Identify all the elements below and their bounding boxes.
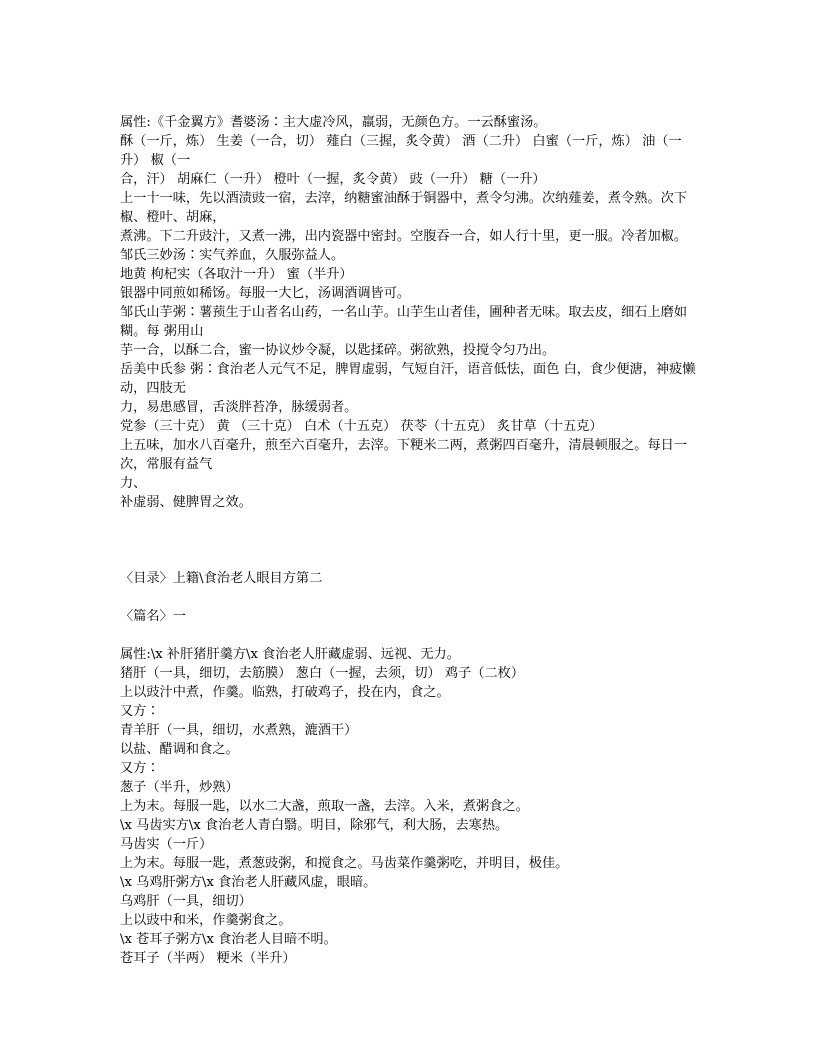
text-line: 又方∶ [120,704,160,719]
text-line: 青羊肝（一具，细切，水煮熟，漉酒干） [120,723,358,738]
heading-spacer [120,626,706,645]
text-line: 上五味，加水八百毫升，煎至六百毫升，去滓。下粳米二两，煮粥四百毫升，清晨顿服之。每日一次，常服有益气 [120,438,688,472]
text-line: 属性:\x 补肝猪肝羹方\x 食治老人肝藏虚弱、远视、无力。 [120,647,460,662]
text-line: 上以豉中和米，作羹粥食之。 [120,913,292,928]
heading-spacer [120,588,706,607]
section-spacer [120,550,706,569]
section-eye-recipes [120,645,706,968]
text-line: 上为末。每服一匙，以水二大盏，煎取一盏，去滓。入米，煮粥食之。 [120,799,529,814]
toc-heading: 〈目录〉上籍\食治老人眼目方第二 [120,571,323,586]
text-line: 邹氏山芋粥∶薯蓣生于山者名山药，一名山芋。山芋生山者佳，圃种者无味。取去皮，细石上磨如糊。每 粥用山 [120,305,688,339]
text-line: 乌鸡肝（一具，细切） [120,894,252,909]
text-line: 又方∶ [120,761,160,776]
text-line: 马齿实（一斤） [120,837,213,852]
text-line: 邹氏三妙汤∶实气养血，久服弥益人。 [120,248,345,263]
text-line: \x 苍耳子粥方\x 食治老人目暗不明。 [120,932,337,947]
text-line: 葱子（半升，炒熟） [120,780,239,795]
text-line: 银器中同煎如稀饧。每服一大匕，汤调酒调皆可。 [120,286,411,301]
text-line: 猪肝（一具，细切，去筋膜） 葱白（一握，去须，切） 鸡子（二枚） [120,666,525,681]
document-page [120,113,706,968]
text-line: 上一十一味，先以酒渍豉一宿，去滓，纳糖蜜油酥于铜器中，煮令匀沸。次纳薤姜，煮令熟。次下椒、橙叶、胡麻， [120,191,688,225]
text-line: 岳美中氏参 粥∶食治老人元气不足，脾胃虚弱，气短自汗，语音低怯，面色 白，食少便溏，神疲懒动，四肢无 [120,362,696,396]
text-line: \x 乌鸡肝粥方\x 食治老人肝藏风虚，眼暗。 [120,875,377,890]
text-line: 上为末。每服一匙，煮葱豉粥，和搅食之。马齿菜作羹粥吃，并明目，极佳。 [120,856,569,871]
text-line: 补虚弱、健脾胃之效。 [120,495,252,510]
text-line: 芋一合，以酥二合，蜜一协议炒令凝，以匙揉碎。粥欲熟，投搅令匀乃出。 [120,343,556,358]
text-line: 以盐、醋调和食之。 [120,742,239,757]
text-line: 力，易患感冒，舌淡胖苔净，脉缓弱者。 [120,400,358,415]
text-line: 合，汗） 胡麻仁（一升） 橙叶（一握，炙令黄） 豉（一升） 糖（一升） [120,172,546,187]
section-qianjin-recipes [120,113,706,512]
text-line: 党参（三十克） 黄 （三十克） 白术（十五克） 茯苓（十五克） 炙甘草（十五克） [120,419,603,434]
text-line: 煮沸。下二升豉汁，又煮一沸，出内瓷器中密封。空腹吞一合，如人行十里，更一服。冷者加椒。 [120,229,688,244]
text-line: \x 马齿实方\x 食治老人青白翳。明目，除邪气，利大肠，去寒热。 [120,818,509,833]
text-line: 属性:《千金翼方》耆婆汤∶主大虚冷风，羸弱，无颜色方。一云酥蜜汤。 [120,115,547,130]
text-line: 上以豉汁中煮，作羹。临熟，打破鸡子，投在内，食之。 [120,685,450,700]
section-spacer [120,512,706,550]
text-line: 力、 [120,476,147,491]
chapter-name-heading: 〈篇名〉一 [120,609,186,624]
text-line: 苍耳子（半两） 粳米（半升） [120,951,296,966]
text-line: 酥（一斤，炼） 生姜（一合，切） 薤白（三握，炙令黄） 酒（二升） 白蜜（一斤，炼） 油（一升） 椒（一 [120,134,682,168]
text-line: 地黄 枸杞实（各取汁一升） 蜜（半升） [120,267,353,282]
